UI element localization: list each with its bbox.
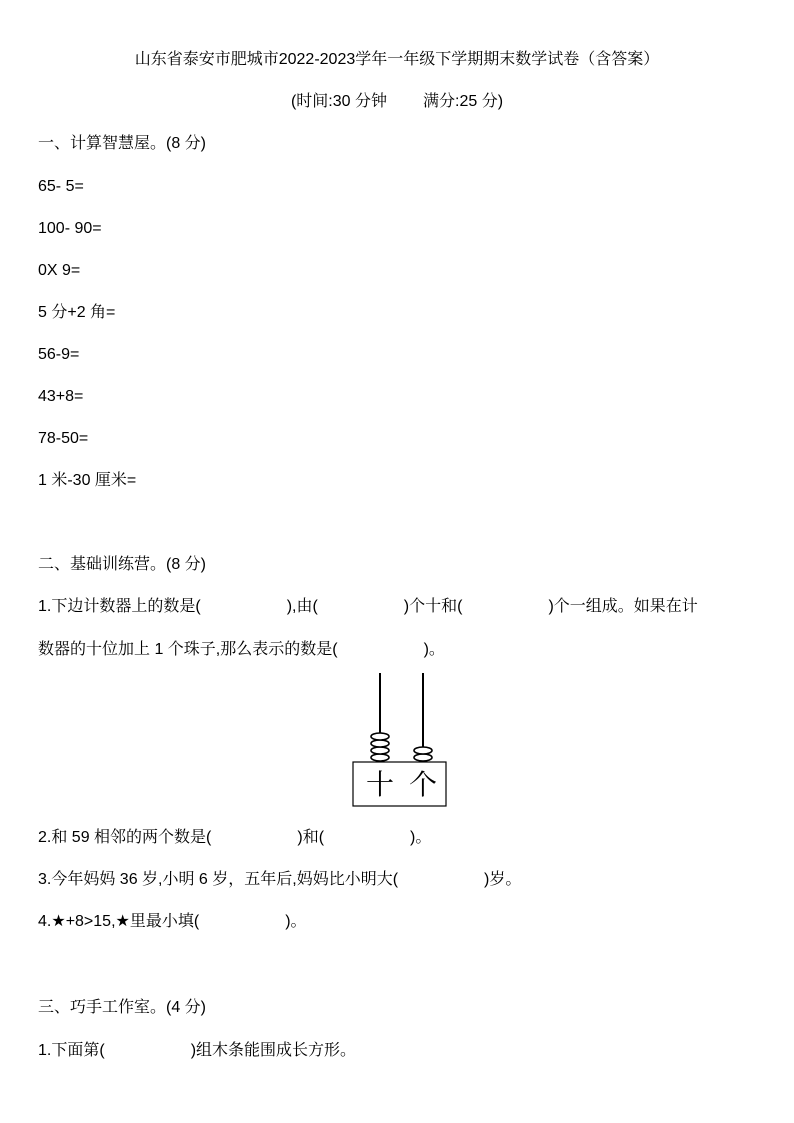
q1-text-b: ),由( [286,598,318,615]
question-2-1-line2 [38,640,445,660]
full-score: 满分:25 分) [423,93,504,110]
ones-bead [414,754,432,761]
question-3-1 [38,1041,356,1061]
question-2-4 [38,912,307,932]
calc-item-2: 100- 90= [38,220,102,237]
tens-beads [371,733,389,761]
question-2-2 [38,828,431,848]
q2-text-a: 2.和 59 相邻的两个数是( [38,829,212,846]
q1-text-a: 1.下边计数器上的数是( [38,598,201,615]
exam-subtitle [0,92,794,112]
q4-text-a: 4.★+8>15,★里最小填( [38,913,200,930]
question-2-1-line1 [38,597,698,617]
ones-bead [414,747,432,754]
q2-text-c: )。 [410,829,432,846]
ones-beads [414,747,432,761]
abacus-figure [340,670,460,810]
calc-item-5: 56-9= [38,346,80,363]
q4-text-b: )。 [285,913,307,930]
q1-text-f: )。 [423,641,445,658]
q3-text-b: )岁。 [484,871,522,888]
calc-item-7: 78-50= [38,430,89,447]
exam-title: 山东省泰安市肥城市2022-2023学年一年级下学期期末数学试卷（含答案） [134,51,660,68]
section1-heading: 一、计算智慧屋。(8 分) [38,135,207,152]
s3q1-text-a: 1.下面第( [38,1042,105,1059]
calc-item-6: 43+8= [38,388,84,405]
tens-label: 十 [365,768,395,801]
q1-text-e: 数器的十位加上 1 个珠子,那么表示的数是( [38,641,338,658]
calc-item-4: 5 分+2 角= [38,304,116,321]
question-2-3 [38,870,521,890]
tens-bead [371,733,389,740]
time-limit: (时间:30 分钟 [290,93,387,110]
q3-text-a: 3.今年妈妈 36 岁,小明 6 岁，五年后,妈妈比小明大( [38,871,399,888]
q1-text-d: )个一组成。如果在计 [548,598,698,615]
section2-heading: 二、基础训练营。(8 分) [38,556,207,573]
s3q1-text-b: )组木条能围成长方形。 [190,1042,357,1059]
calc-item-8: 1 米-30 厘米= [38,472,137,489]
tens-bead [371,747,389,754]
tens-bead [371,740,389,747]
calc-item-3: 0X 9= [38,262,81,279]
calc-item-1: 65- 5= [38,178,84,195]
tens-bead [371,754,389,761]
section3-heading: 三、巧手工作室。(4 分) [38,999,207,1016]
q2-text-b: )和( [297,829,325,846]
q1-text-c: )个十和( [403,598,463,615]
ones-label: 个 [408,768,438,801]
